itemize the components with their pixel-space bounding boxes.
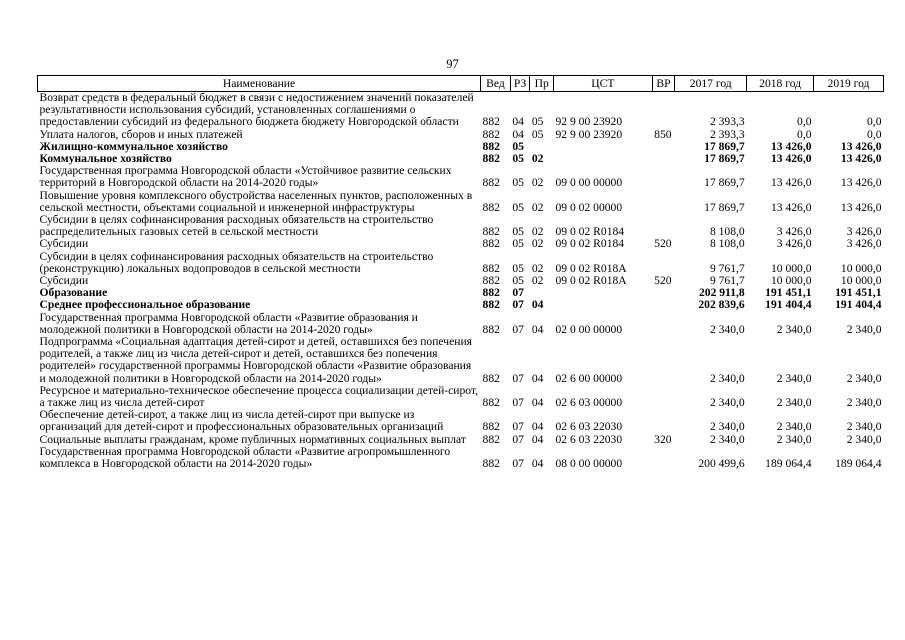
cell-pr: 02 xyxy=(531,152,544,166)
cell-2018: 3 426,0 xyxy=(776,225,812,239)
cell-2018: 2 340,0 xyxy=(776,420,812,434)
table-row xyxy=(38,275,884,287)
cell-cst: 02 6 03 22030 xyxy=(555,432,623,446)
cell-pr: 02 xyxy=(531,176,544,190)
cell-rz: 07 xyxy=(512,322,524,336)
cell-2018: 13 426,0 xyxy=(770,139,812,153)
cell-pr: 04 xyxy=(531,371,544,385)
cell-2019: 189 064,4 xyxy=(835,457,882,471)
cell-pr: 02 xyxy=(531,237,544,251)
cell-name: Обеспечение детей-сирот, а также лиц из числа детей-сирот при выпуске из организаций для детей-сирот и профессиональных образовательных организаций xyxy=(39,408,444,434)
cell-ved: 882 xyxy=(482,152,500,166)
cell-name: Социальные выплаты гражданам, кроме публичных нормативных социальных выплат xyxy=(39,432,466,446)
cell-2019: 191 451,1 xyxy=(835,286,882,300)
cell-ved: 882 xyxy=(482,200,500,214)
cell-2019: 3 426,0 xyxy=(846,225,882,239)
cell-rz: 05 xyxy=(512,200,524,214)
header-rz: РЗ xyxy=(510,76,530,92)
cell-2018: 3 426,0 xyxy=(776,237,812,251)
cell-2018: 191 404,4 xyxy=(765,298,812,312)
cell-pr: 04 xyxy=(531,420,544,434)
cell-2018: 10 000,0 xyxy=(770,274,812,288)
cell-2018: 13 426,0 xyxy=(770,200,812,214)
cell-2018: 2 340,0 xyxy=(776,322,812,336)
cell-2017: 2 340,0 xyxy=(709,396,745,410)
cell-cst: 02 0 00 00000 xyxy=(555,322,623,336)
cell-pr: 05 xyxy=(531,127,544,141)
cell-2018: 10 000,0 xyxy=(770,261,812,275)
cell-ved: 882 xyxy=(482,371,500,385)
cell-2019: 10 000,0 xyxy=(840,274,882,288)
table-row xyxy=(38,336,884,385)
cell-pr: 02 xyxy=(531,261,544,275)
cell-name: Ресурсное и материально-техническое обеспечение процесса социализации детей-сирот, а также лиц из числа детей-сирот xyxy=(39,383,479,410)
cell-2019: 13 426,0 xyxy=(840,176,882,190)
cell-vr xyxy=(652,409,675,433)
cell-rz: 07 xyxy=(512,457,524,471)
cell-2019: 191 404,4 xyxy=(835,298,882,312)
cell-vr xyxy=(652,299,675,311)
table-row xyxy=(38,299,884,311)
cell-vr xyxy=(652,385,675,409)
table-row xyxy=(38,238,884,250)
cell-vr: 520 xyxy=(654,237,672,251)
budget-table xyxy=(37,75,884,470)
header-2019: 2019 год xyxy=(814,76,884,92)
cell-cst: 02 6 00 00000 xyxy=(555,371,623,385)
cell-cst: 09 0 02 R0184 xyxy=(555,237,625,251)
cell-cst xyxy=(553,299,652,311)
cell-name: Жилищно-коммунальное хозяйство xyxy=(39,139,228,153)
cell-ved: 882 xyxy=(482,286,500,300)
cell-2018: 189 064,4 xyxy=(765,457,812,471)
cell-name: Субсидии xyxy=(39,237,89,251)
cell-2017: 2 340,0 xyxy=(709,322,745,336)
cell-cst: 92 9 00 23920 xyxy=(555,127,623,141)
cell-vr xyxy=(652,141,675,153)
cell-2017: 200 499,6 xyxy=(698,457,745,471)
cell-rz: 04 xyxy=(512,115,524,129)
cell-rz: 07 xyxy=(512,286,524,300)
cell-pr: 04 xyxy=(531,396,544,410)
cell-2019: 13 426,0 xyxy=(840,200,882,214)
table-header-row xyxy=(38,76,884,92)
cell-2017: 8 108,0 xyxy=(709,237,745,251)
cell-name: Субсидии в целях софинансирования расходных обязательств на строительство (реконструкцию) локальных водопроводов в сельской местности xyxy=(39,249,434,275)
cell-rz: 04 xyxy=(512,127,524,141)
cell-name: Подпрограмма «Социальная адаптация детей-сирот и детей, оставшихся без попечения родителей, а также лиц из числа детей-сирот и детей, оставшихся без попечения родителей» государственной программы Новгородской области «Развитие образования и молодежной политики в Новгородской области на 2014-2020 годы» xyxy=(39,335,473,385)
cell-pr: 02 xyxy=(531,225,544,239)
cell-name: Субсидии xyxy=(39,274,89,288)
cell-2019: 2 340,0 xyxy=(846,371,882,385)
cell-vr: 320 xyxy=(654,432,672,446)
cell-cst xyxy=(553,153,652,165)
cell-2019: 13 426,0 xyxy=(840,139,882,153)
cell-cst: 92 9 00 23920 xyxy=(555,115,623,129)
cell-ved: 882 xyxy=(482,237,500,251)
header-vr: ВР xyxy=(652,76,675,92)
cell-2019: 2 340,0 xyxy=(846,420,882,434)
cell-cst: 09 0 02 R018A xyxy=(555,274,627,288)
cell-2017: 2 393,3 xyxy=(709,115,745,129)
cell-name: Государственная программа Новгородской области «Развитие образования и молодежной политики в Новгородской области на 2014-2020 годы» xyxy=(39,310,418,336)
page-number: 97 xyxy=(446,57,459,71)
cell-2019: 2 340,0 xyxy=(846,322,882,336)
cell-2019: 0,0 xyxy=(867,115,882,129)
cell-rz: 07 xyxy=(512,432,524,446)
cell-2017: 2 393,3 xyxy=(709,127,745,141)
cell-2018: 0,0 xyxy=(797,115,812,129)
cell-pr: 04 xyxy=(531,322,544,336)
cell-ved: 882 xyxy=(482,420,500,434)
cell-cst: 08 0 00 00000 xyxy=(555,457,623,471)
cell-pr: 02 xyxy=(531,274,544,288)
table-body xyxy=(38,92,884,471)
cell-2018: 0,0 xyxy=(797,127,812,141)
cell-name: Коммунальное хозяйство xyxy=(39,152,172,166)
cell-2017: 9 761,7 xyxy=(709,274,745,288)
cell-2017: 2 340,0 xyxy=(709,420,745,434)
cell-vr xyxy=(652,190,675,214)
cell-cst: 09 0 00 00000 xyxy=(555,176,623,190)
cell-rz: 05 xyxy=(512,176,524,190)
cell-2018: 191 451,1 xyxy=(765,286,812,300)
cell-vr xyxy=(652,446,675,470)
cell-vr xyxy=(652,251,675,275)
cell-name: Уплата налогов, сборов и иных платежей xyxy=(39,127,243,141)
cell-2018: 2 340,0 xyxy=(776,371,812,385)
cell-rz: 07 xyxy=(512,371,524,385)
cell-ved: 882 xyxy=(482,396,500,410)
cell-rz: 05 xyxy=(512,139,524,153)
cell-2018: 13 426,0 xyxy=(770,152,812,166)
cell-name: Образование xyxy=(39,286,108,300)
cell-cst: 02 6 03 22030 xyxy=(555,420,623,434)
table-row xyxy=(38,409,884,433)
cell-cst: 02 6 03 00000 xyxy=(555,396,623,410)
cell-name: Повышение уровня комплексного обустройства населенных пунктов, расположенных в сельской местности, объектами социальной и инженерной инфраструктуры xyxy=(39,188,473,214)
cell-cst: 09 0 02 R018A xyxy=(555,261,627,275)
header-ved: Вед xyxy=(481,76,511,92)
cell-ved: 882 xyxy=(482,274,500,288)
cell-2017: 17 869,7 xyxy=(704,200,745,214)
cell-2017: 202 839,6 xyxy=(698,298,745,312)
cell-ved: 882 xyxy=(482,457,500,471)
cell-2017: 2 340,0 xyxy=(709,371,745,385)
header-pr: Пр xyxy=(530,76,554,92)
cell-vr xyxy=(652,287,675,299)
header-name: Наименование xyxy=(38,76,481,92)
table-row xyxy=(38,129,884,141)
cell-vr xyxy=(652,312,675,336)
cell-vr xyxy=(652,214,675,238)
cell-2018: 13 426,0 xyxy=(770,176,812,190)
cell-2017: 8 108,0 xyxy=(709,225,745,239)
cell-name: Среднее профессиональное образование xyxy=(39,298,251,312)
cell-2019: 3 426,0 xyxy=(846,237,882,251)
cell-ved: 882 xyxy=(482,176,500,190)
cell-vr xyxy=(652,153,675,165)
cell-pr: 04 xyxy=(531,432,544,446)
cell-name: Субсидии в целях софинансирования расходных обязательств на строительство распределительных газовых сетей в сельской местности xyxy=(39,213,434,239)
cell-rz: 07 xyxy=(512,396,524,410)
cell-name: Государственная программа Новгородской области «Развитие агропромышленного комплекса в Новгородской области на 2014-2020 годы» xyxy=(39,444,451,471)
cell-vr: 850 xyxy=(654,127,672,141)
cell-2019: 0,0 xyxy=(867,127,882,141)
cell-2017: 202 911,8 xyxy=(698,286,745,300)
cell-2017: 9 761,7 xyxy=(709,261,745,275)
cell-vr xyxy=(652,92,675,129)
header-cst: ЦСТ xyxy=(553,76,652,92)
cell-2019: 2 340,0 xyxy=(846,396,882,410)
header-2017: 2017 год xyxy=(675,76,747,92)
cell-pr: 04 xyxy=(531,457,544,471)
cell-rz: 05 xyxy=(512,152,524,166)
table-row xyxy=(38,214,884,238)
cell-ved: 882 xyxy=(482,139,500,153)
cell-rz: 05 xyxy=(512,261,524,275)
cell-ved: 882 xyxy=(482,432,500,446)
cell-pr: 02 xyxy=(531,200,544,214)
cell-2018: 2 340,0 xyxy=(776,396,812,410)
table-row xyxy=(38,190,884,214)
cell-rz: 07 xyxy=(512,298,524,312)
cell-rz: 07 xyxy=(512,420,524,434)
cell-2019: 10 000,0 xyxy=(840,261,882,275)
cell-2017: 17 869,7 xyxy=(704,176,745,190)
cell-rz: 05 xyxy=(512,237,524,251)
cell-2018: 2 340,0 xyxy=(776,432,812,446)
cell-2019: 2 340,0 xyxy=(846,432,882,446)
cell-cst xyxy=(553,287,652,299)
table-row xyxy=(38,92,884,129)
table-row xyxy=(38,251,884,275)
cell-2019: 13 426,0 xyxy=(840,152,882,166)
cell-pr: 04 xyxy=(531,298,544,312)
cell-cst: 09 0 02 00000 xyxy=(555,200,623,214)
cell-ved: 882 xyxy=(482,115,500,129)
cell-rz: 05 xyxy=(512,274,524,288)
table-row xyxy=(38,385,884,409)
cell-pr: 05 xyxy=(531,115,544,129)
cell-cst xyxy=(553,141,652,153)
cell-name: Возврат средств в федеральный бюджет в связи с недостижением значений показателей результативности использования субсидий, установленных соглашениями о предоставлении субсидий из федерального бюджета бюджету Новгородской области xyxy=(39,91,474,129)
cell-ved: 882 xyxy=(482,261,500,275)
cell-ved: 882 xyxy=(482,225,500,239)
header-2018: 2018 год xyxy=(747,76,814,92)
cell-ved: 882 xyxy=(482,127,500,141)
cell-2017: 17 869,7 xyxy=(704,152,745,166)
cell-vr xyxy=(652,336,675,385)
cell-2017: 2 340,0 xyxy=(709,432,745,446)
table-row xyxy=(38,446,884,470)
cell-2017: 17 869,7 xyxy=(704,139,745,153)
cell-vr xyxy=(652,165,675,189)
cell-ved: 882 xyxy=(482,322,500,336)
cell-rz: 05 xyxy=(512,225,524,239)
table-row xyxy=(38,165,884,189)
cell-ved: 882 xyxy=(482,298,500,312)
cell-vr: 520 xyxy=(654,274,672,288)
cell-name: Государственная программа Новгородской области «Устойчивое развитие сельских территорий в Новгородской области на 2014-2020 годы» xyxy=(39,164,452,190)
table-row xyxy=(38,312,884,336)
cell-cst: 09 0 02 R0184 xyxy=(555,225,625,239)
